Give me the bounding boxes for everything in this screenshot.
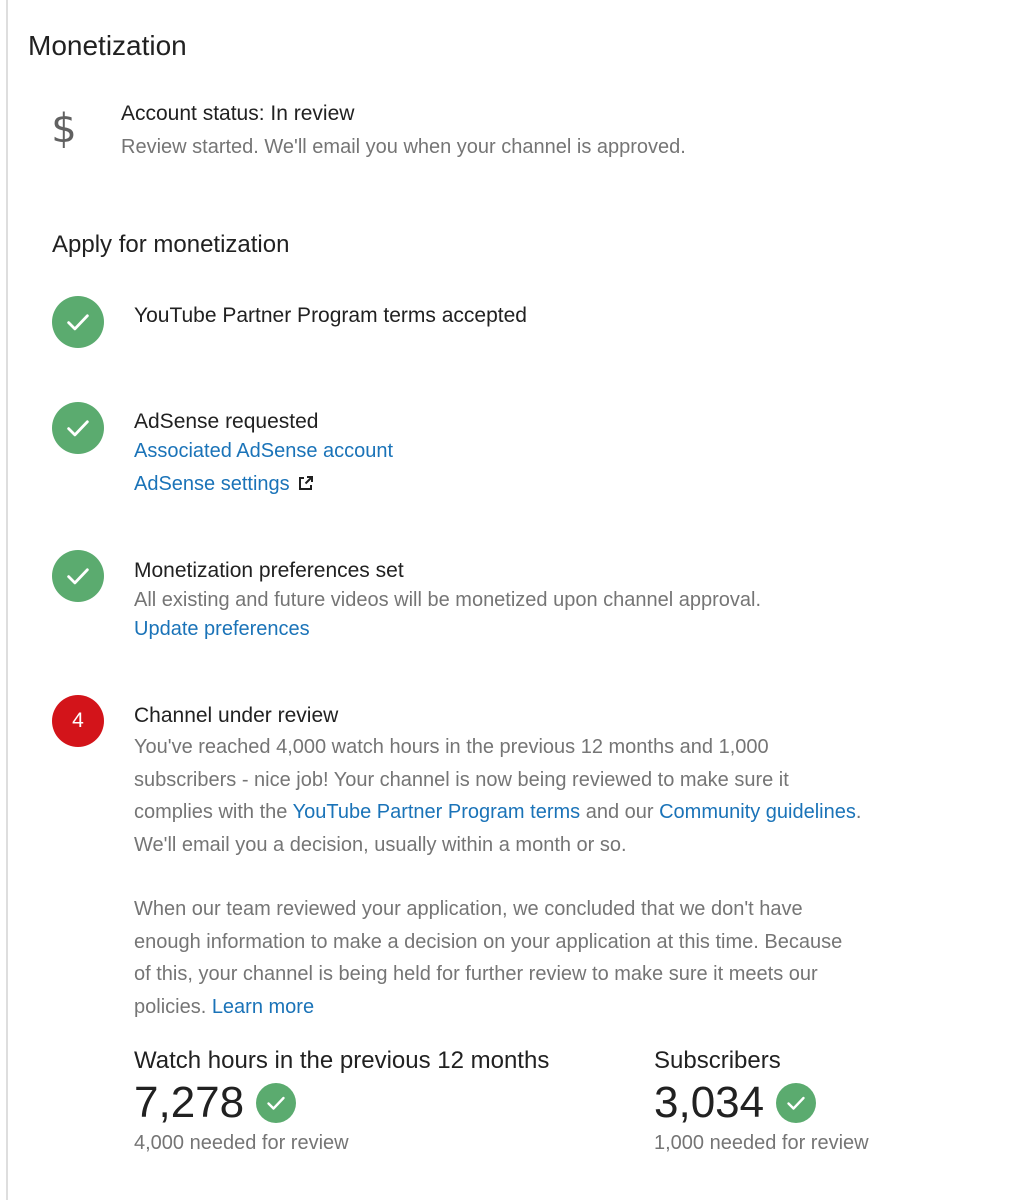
watch-hours-label: Watch hours in the previous 12 months	[134, 1047, 550, 1074]
account-status-description: Review started. We'll email you when your channel is approved.	[121, 136, 686, 158]
watch-hours-needed: 4,000 needed for review	[134, 1132, 349, 1154]
subscribers-label: Subscribers	[654, 1047, 781, 1074]
learn-more-link[interactable]: Learn more	[211, 995, 315, 1018]
watch-hours-check-icon	[256, 1083, 296, 1123]
subscribers-metric	[654, 1078, 816, 1128]
subscribers-needed: 1,000 needed for review	[654, 1132, 869, 1154]
step-4-title: Channel under review	[134, 704, 339, 727]
review-line-2: subscribers - nice job! Your channel is now being reviewed to make sure it	[134, 768, 789, 791]
watch-hours-value: 7,278	[134, 1078, 245, 1127]
held-line-2: enough information to make a decision on your application at this time. Because	[134, 930, 843, 953]
review-line-4: We'll email you a decision, usually within a month or so.	[134, 833, 627, 856]
subscribers-check-icon	[776, 1083, 816, 1123]
review-line-3-middle: and our	[580, 801, 660, 823]
account-status-title: Account status: In review	[121, 102, 355, 125]
step-3-title: Monetization preferences set	[134, 559, 404, 582]
review-line-3-start: complies with the	[134, 801, 293, 823]
associated-adsense-link[interactable]: Associated AdSense account	[134, 440, 394, 462]
review-line-1: You've reached 4,000 watch hours in the previous 12 months and 1,000	[134, 736, 769, 758]
step-4-number: 4	[72, 709, 84, 732]
dollar-icon: $	[51, 106, 77, 152]
held-line-1: When our team reviewed your application, we concluded that we don't have	[134, 898, 803, 920]
page-title: Monetization	[28, 30, 187, 61]
external-link-icon	[298, 474, 314, 497]
held-line-3: of this, your channel is being held for further review to make sure it meets our	[134, 963, 818, 985]
step-3-description: All existing and future videos will be monetized upon channel approval.	[134, 589, 762, 611]
step-4-badge	[52, 695, 104, 747]
update-preferences-link[interactable]: Update preferences	[134, 618, 310, 640]
step-3-check-icon	[52, 550, 104, 602]
apply-heading: Apply for monetization	[52, 231, 290, 258]
step-2-check-icon	[52, 402, 104, 454]
review-line-3	[134, 796, 924, 829]
review-paragraph	[134, 731, 924, 861]
subscribers-value: 3,034	[654, 1078, 765, 1127]
community-guidelines-link[interactable]: Community guidelines	[659, 801, 856, 823]
step-2-title: AdSense requested	[134, 410, 319, 433]
watch-hours-metric	[134, 1078, 296, 1128]
held-line-4	[134, 991, 924, 1024]
adsense-settings-label: AdSense settings	[134, 473, 290, 495]
ypp-terms-link[interactable]: YouTube Partner Program terms	[292, 801, 581, 823]
step-1-check-icon	[52, 296, 104, 348]
review-line-3-end: .	[855, 801, 862, 823]
adsense-settings-link[interactable]	[134, 473, 314, 497]
held-paragraph	[134, 893, 924, 1023]
held-line-4-start: policies.	[134, 995, 212, 1018]
step-1-title: YouTube Partner Program terms accepted	[134, 304, 527, 327]
